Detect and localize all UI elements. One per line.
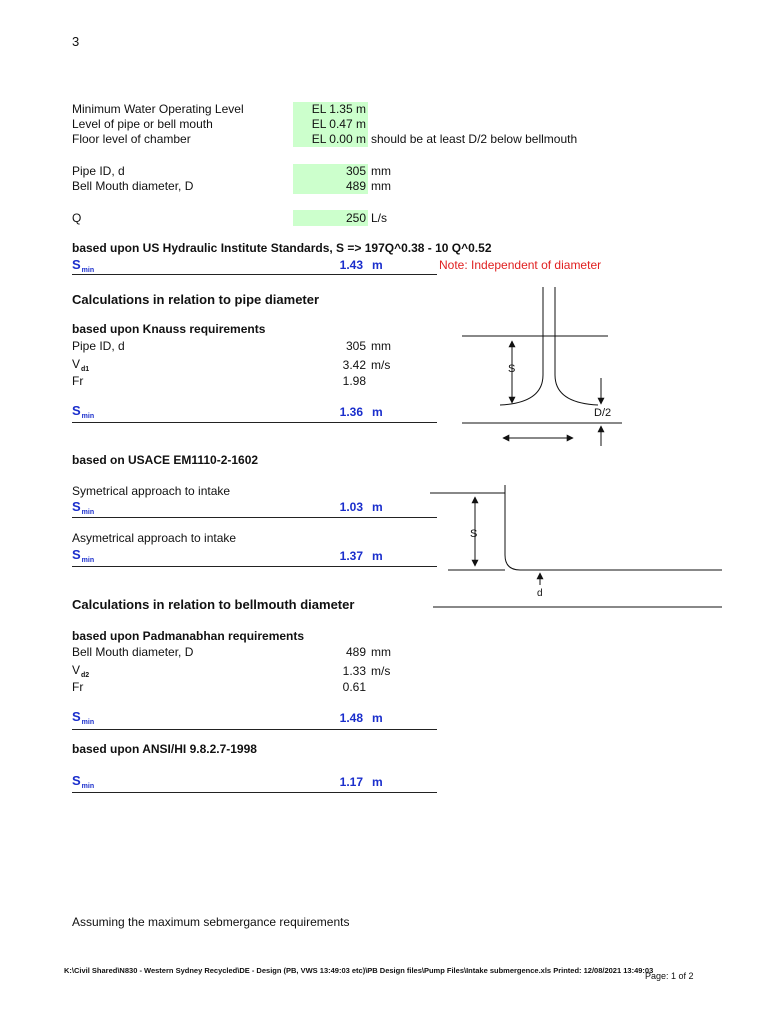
flow-label: Q [72,211,82,225]
pipe-id-unit: mm [371,164,391,178]
usace-asym-unit: m [372,549,383,563]
pipe-section-heading: Calculations in relation to pipe diameter [72,292,320,307]
bell-mouth-label: Bell Mouth diameter, D [72,179,194,193]
floor-level-label: Floor level of chamber [72,132,191,146]
padmanabhan-smin-value: 1.48 [339,711,363,725]
padmanabhan-velocity-symbol: $V_{d2}$ [72,663,90,679]
padmanabhan-froude-value: 0.61 [342,680,366,694]
knauss-pipe-id-label: Pipe ID, d [72,339,125,353]
padmanabhan-froude-label: Fr [72,680,84,694]
knauss-smin-unit: m [372,405,383,419]
usace-asym-value: 1.37 [339,549,363,563]
usace-sym-label: Symetrical approach to intake [72,484,231,498]
knauss-froude-label: Fr [72,374,84,388]
knauss-smin-symbol: $S_{min}$ [72,403,95,420]
hi-standard-heading: based upon US Hydraulic Institute Standards, S => 197Q^0.38 - 10 Q^0.52 [72,241,492,255]
padmanabhan-smin-unit: m [372,711,383,725]
knauss-velocity-symbol: $V_{d1}$ [72,357,90,373]
bell-mouth-value[interactable]: 489 [345,179,366,193]
hi-smin-symbol: $S_{min}$ [72,257,95,274]
ansi-smin-symbol: $S_{min}$ [72,773,95,790]
usace-sym-smin-symbol: $S_{min}$ [72,499,95,516]
usace-asym-label: Asymetrical approach to intake [72,531,237,545]
bell-section-heading: Calculations in relation to bellmouth diameter [72,597,355,612]
knauss-froude-value: 1.98 [342,374,366,388]
padmanabhan-heading: based upon Padmanabhan requirements [72,629,305,643]
floor-level-note: should be at least D/2 below bellmouth [371,132,578,146]
top-s-label: S [508,363,516,375]
floor-level-value[interactable]: EL 0.00 m [311,132,366,146]
pipe-id-value[interactable]: 305 [345,164,366,178]
page-number: 3 [72,34,80,49]
padmanabhan-velocity-value: 1.33 [342,664,366,678]
knauss-pipe-id-unit: mm [371,339,391,353]
mwol-value[interactable]: EL 1.35 m [311,102,366,116]
usace-sym-value: 1.03 [339,500,363,514]
usace-sym-unit: m [372,500,383,514]
footer-page-number: Page: 1 of 2 [645,971,694,981]
padmanabhan-bell-unit: mm [371,645,391,659]
padmanabhan-velocity-unit: m/s [371,664,391,678]
usace-asym-smin-symbol: $S_{min}$ [72,547,95,564]
ansi-smin-unit: m [372,775,383,789]
knauss-smin-value: 1.36 [339,405,363,419]
pipe-id-label: Pipe ID, d [72,164,125,178]
knauss-velocity-unit: m/s [371,358,391,372]
padmanabhan-smin-symbol: $S_{min}$ [72,709,95,726]
padmanabhan-bell-label: Bell Mouth diameter, D [72,645,194,659]
top-d2-label: D/2 [594,407,612,419]
knauss-velocity-value: 3.42 [342,358,366,372]
ansi-smin-value: 1.17 [339,775,363,789]
flow-value[interactable]: 250 [345,211,366,225]
mwol-label: Minimum Water Operating Level [72,102,244,116]
hi-smin-unit: m [372,258,383,272]
pipe-level-label: Level of pipe or bell mouth [72,117,213,131]
bottom-d-label: d [537,588,543,599]
hi-note: Note: Independent of diameter [439,258,602,272]
footer-file-path: K:\Civil Shared\N830 - Western Sydney Recycled\DE - Design (PB, VWS 13:49:03 etc)\PB Design files\Pump Files\Intake submergence.xls Printed: 12/08/2021 13:49:03 [64,966,654,975]
pipe-level-value[interactable]: EL 0.47 m [311,117,366,131]
usace-heading: based on USACE EM1110-2-1602 [72,453,259,467]
bottom-s-label: S [470,528,478,540]
knauss-heading: based upon Knauss requirements [72,322,266,336]
conclusion-text: Assuming the maximum sebmergance requirements [72,915,350,929]
padmanabhan-bell-value: 489 [345,645,366,659]
hi-smin-value: 1.43 [339,258,363,272]
ansi-heading: based upon ANSI/HI 9.8.2.7-1998 [72,742,257,756]
flow-unit: L/s [371,211,388,225]
knauss-pipe-id-value: 305 [345,339,366,353]
bell-mouth-unit: mm [371,179,391,193]
